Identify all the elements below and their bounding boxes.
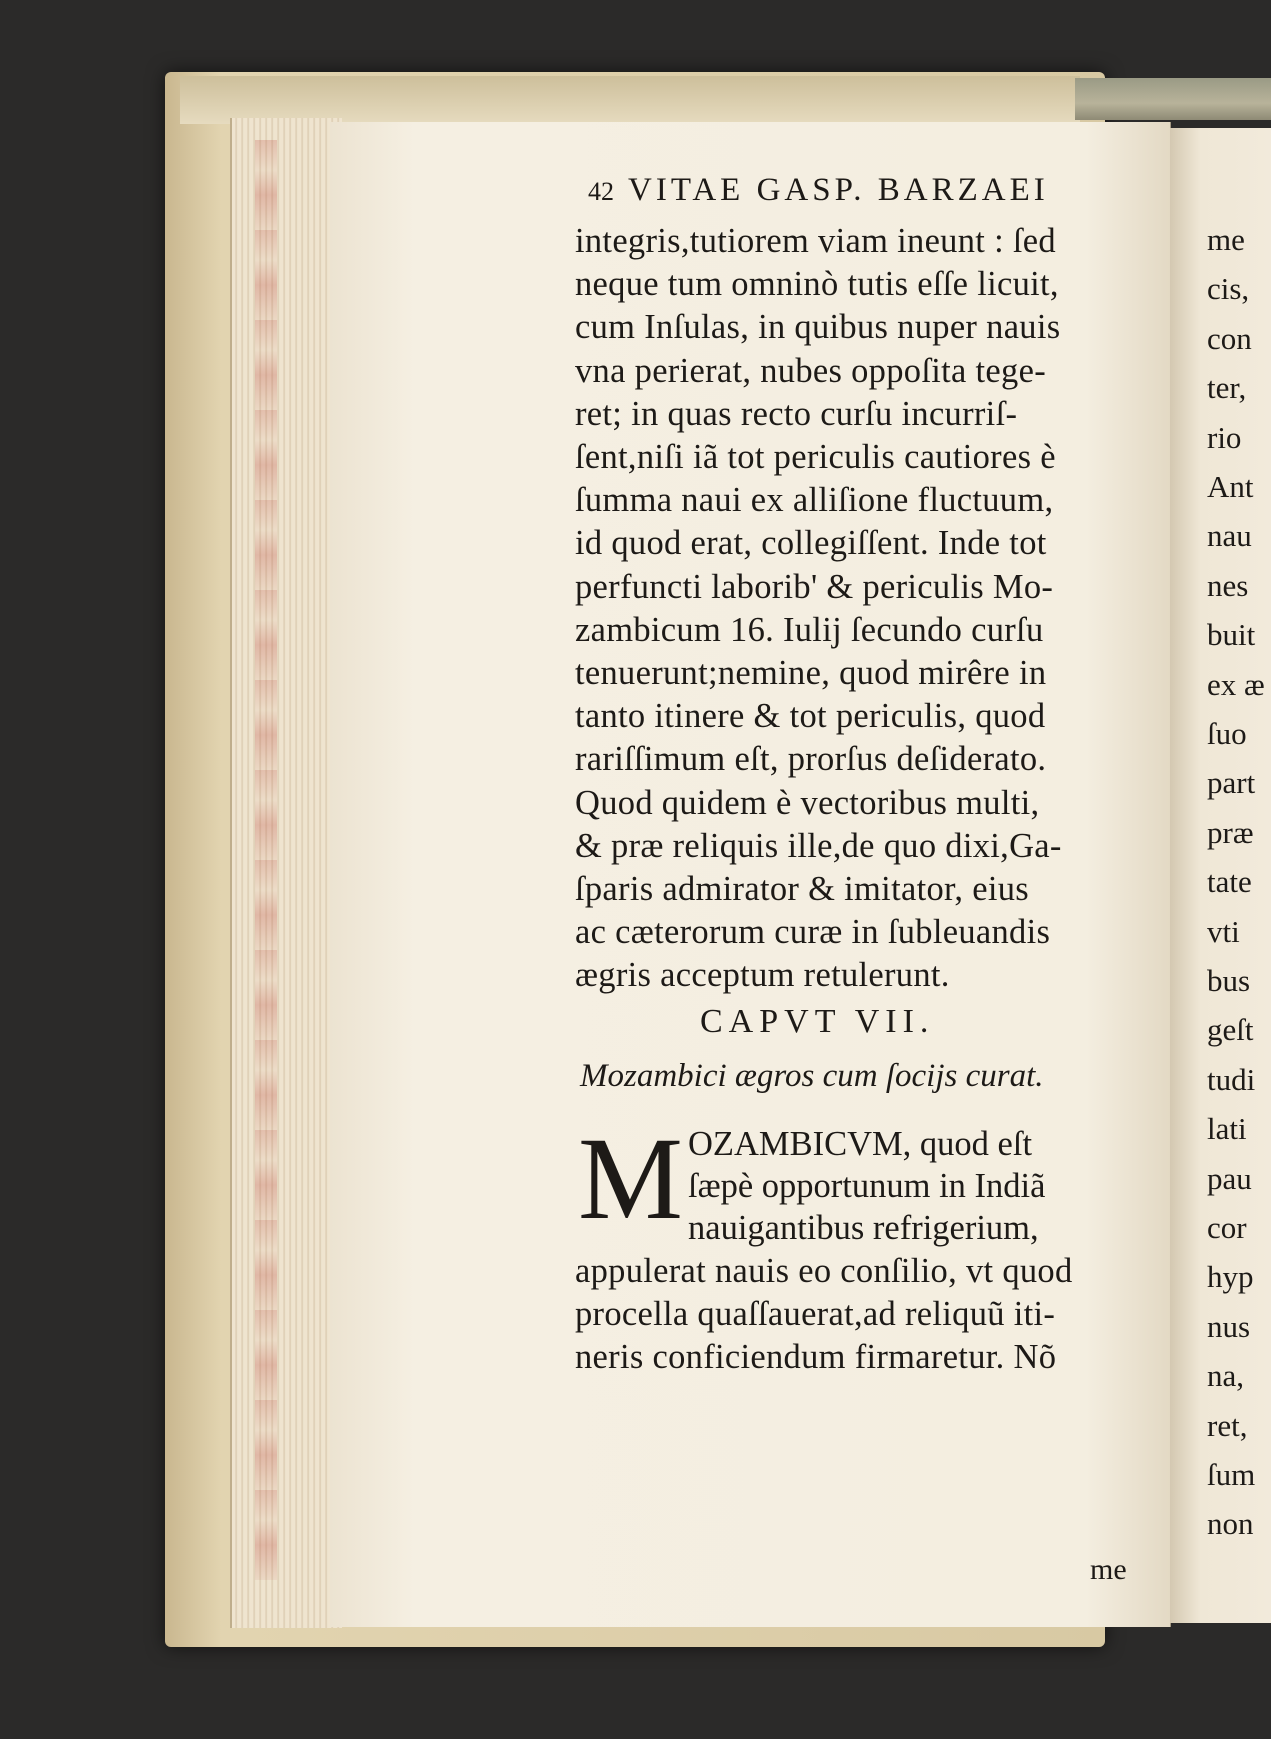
text-line: ret; in quas recto curſu incurriſ-	[575, 394, 1018, 433]
chapter-heading: CAPVT VII.	[700, 1003, 935, 1040]
text-line: procella quaſſauerat,ad reliquũ iti-	[575, 1295, 1056, 1333]
text-line: tanto itinere & tot periculis, quod	[575, 697, 1046, 736]
facing-page-fragment: hyp	[1207, 1259, 1254, 1295]
text-line: id quod erat, collegiſſent. Inde tot	[575, 524, 1047, 563]
facing-page-fragment: lati	[1207, 1111, 1247, 1147]
facing-page-fragment: Ant	[1207, 469, 1254, 504]
page-edges	[230, 118, 342, 1628]
text-line: ac cæterorum curæ in ſubleuandis	[575, 913, 1051, 952]
text-line: Quod quidem è vectoribus multi,	[575, 783, 1040, 822]
facing-page-fragment: ret,	[1207, 1407, 1248, 1443]
text-line: cum Inſulas, in quibus nuper nauis	[575, 308, 1061, 347]
text-line: perfuncti laborib' & periculis Mo-	[575, 567, 1054, 606]
facing-page-fragment: ſum	[1207, 1457, 1256, 1492]
text-line: & præ reliquis ille,de quo dixi,Ga-	[575, 826, 1062, 865]
facing-page-fragment: nau	[1207, 518, 1252, 554]
facing-page-fragment: rio	[1207, 419, 1242, 455]
text-line: neris conficiendum firmaretur. Nõ	[575, 1338, 1057, 1376]
running-title: VITAE GASP. BARZAEI	[628, 172, 1049, 208]
text-line: ſæpè opportunum in Indiã	[688, 1167, 1046, 1205]
facing-page-fragment: ex æ	[1207, 666, 1265, 702]
facing-page-fragment: geſt	[1207, 1012, 1254, 1048]
chapter-summary: Mozambici ægros cum ſocijs curat.	[580, 1058, 1044, 1094]
drop-cap: M	[578, 1113, 683, 1244]
text-line: nauigantibus refrigerium,	[688, 1209, 1039, 1247]
text-line: neque tum omninò tutis eſſe licuit,	[575, 265, 1059, 304]
binding-strip	[1075, 78, 1271, 120]
facing-page-fragment: ter,	[1207, 370, 1247, 406]
running-head	[588, 172, 1049, 209]
facing-page-fragment: cis,	[1207, 271, 1250, 307]
facing-page-fragment: part	[1207, 765, 1256, 801]
text-line: ægris acceptum retulerunt.	[575, 956, 950, 995]
facing-page-fragment: me	[1207, 222, 1245, 257]
facing-page-fragment: nus	[1207, 1308, 1251, 1344]
text-line: OZAMBICVM, quod eſt	[688, 1125, 1033, 1163]
page-number: 42	[588, 177, 614, 206]
facing-page-fragment: vti	[1207, 913, 1240, 949]
text-line: vna perierat, nubes oppoſita tege-	[575, 351, 1046, 390]
facing-page-fragment: bus	[1207, 963, 1251, 998]
text-line: ſparis admirator & imitator, eius	[575, 870, 1030, 908]
text-line: integris,tutiorem viam ineunt : ſed	[575, 222, 1056, 260]
facing-page-fragment: ſuo	[1207, 716, 1247, 751]
facing-page-fragment: nes	[1207, 567, 1249, 603]
red-sprinkled-edge	[255, 140, 277, 1580]
text-line: zambicum 16. Iulij ſecundo curſu	[575, 610, 1044, 649]
cover-top-edge	[180, 76, 1080, 124]
facing-page-fragment: pau	[1207, 1160, 1252, 1196]
facing-page-fragment: buit	[1207, 617, 1256, 653]
text-line: ſent,niſi iã tot periculis cautiores è	[575, 438, 1056, 476]
text-line: rariſſimum eſt, prorſus deſiderato.	[575, 740, 1047, 779]
facing-page-fragment: na,	[1207, 1358, 1245, 1394]
facing-page-fragment: non	[1207, 1506, 1254, 1542]
facing-page-fragment: con	[1207, 320, 1252, 356]
text-line: ſumma naui ex alliſione fluctuum,	[575, 481, 1054, 520]
catchword: me	[1090, 1553, 1127, 1586]
facing-page-fragment: præ	[1207, 814, 1254, 850]
text-line: appulerat nauis eo conſilio, vt quod	[575, 1252, 1073, 1290]
text-line: tenuerunt;nemine, quod mirêre in	[575, 654, 1047, 692]
facing-page-fragment: tudi	[1207, 1061, 1256, 1097]
facing-page-fragment: cor	[1207, 1210, 1247, 1245]
facing-page-fragment: tate	[1207, 864, 1252, 900]
